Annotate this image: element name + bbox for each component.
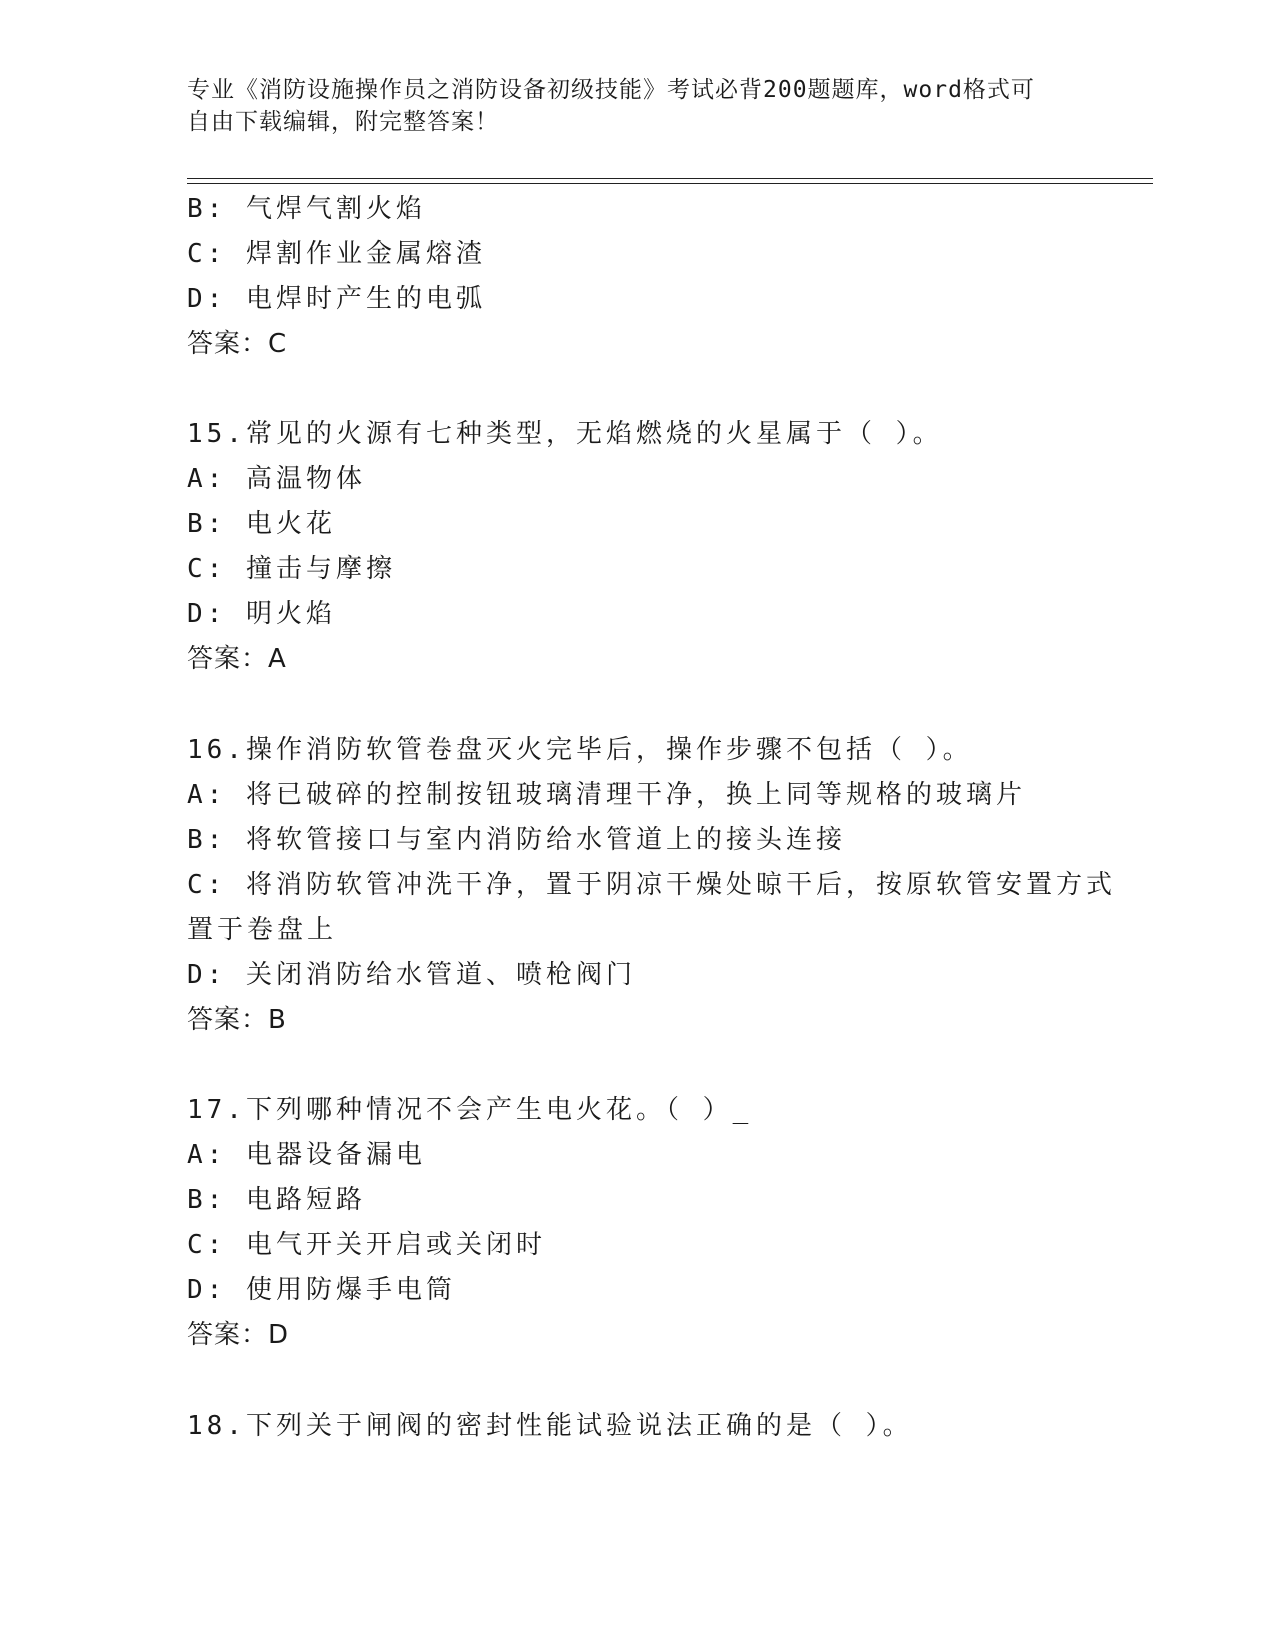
q16-option-c: C: 将消防软管冲洗干净，置于阴凉干燥处晾干后，按原软管安置方式 — [187, 870, 1116, 900]
q16-option-c-continued: 置于卷盘上 — [187, 915, 338, 945]
q16-option-d: D: 关闭消防给水管道、喷枪阀门 — [187, 960, 636, 990]
q15-stem: 15.常见的火源有七种类型，无焰燃烧的火星属于（ ）。 — [187, 419, 943, 449]
q15-option-c: C: 撞击与摩擦 — [187, 554, 396, 584]
q14-answer: 答案：C — [187, 329, 288, 359]
q15-option-a: A: 高温物体 — [187, 464, 366, 494]
q15-option-d: D: 明火焰 — [187, 599, 336, 629]
header-divider-bottom — [187, 183, 1153, 184]
q16-stem: 16.操作消防软管卷盘灭火完毕后，操作步骤不包括（ ）。 — [187, 735, 973, 765]
q16-option-b: B: 将软管接口与室内消防给水管道上的接头连接 — [187, 825, 846, 855]
q14-option-b: B: 气焊气割火焰 — [187, 194, 426, 224]
q17-option-a: A: 电器设备漏电 — [187, 1140, 426, 1170]
q15-option-b: B: 电火花 — [187, 509, 336, 539]
q14-option-c: C: 焊割作业金属熔渣 — [187, 239, 486, 269]
q17-stem: 17.下列哪种情况不会产生电火花。（ ）_ — [187, 1095, 753, 1125]
q15-answer: 答案：A — [187, 644, 287, 674]
q17-option-b: B: 电路短路 — [187, 1185, 366, 1215]
q17-option-c: C: 电气开关开启或关闭时 — [187, 1230, 546, 1260]
q18-stem: 18.下列关于闸阀的密封性能试验说法正确的是（ ）。 — [187, 1411, 913, 1441]
q17-option-d: D: 使用防爆手电筒 — [187, 1275, 456, 1305]
q14-option-d: D: 电焊时产生的电弧 — [187, 284, 486, 314]
q17-answer: 答案：D — [187, 1320, 290, 1350]
header-divider-top — [187, 178, 1153, 179]
q16-option-a: A: 将已破碎的控制按钮玻璃清理干净，换上同等规格的玻璃片 — [187, 780, 1026, 810]
document-header — [187, 74, 1067, 138]
q16-answer: 答案：B — [187, 1005, 287, 1035]
header-title-line-1: 专业《消防设施操作员之消防设备初级技能》考试必背200题题库，word格式可 — [187, 77, 1035, 103]
header-title-line-2: 自由下载编辑，附完整答案！ — [187, 109, 499, 135]
